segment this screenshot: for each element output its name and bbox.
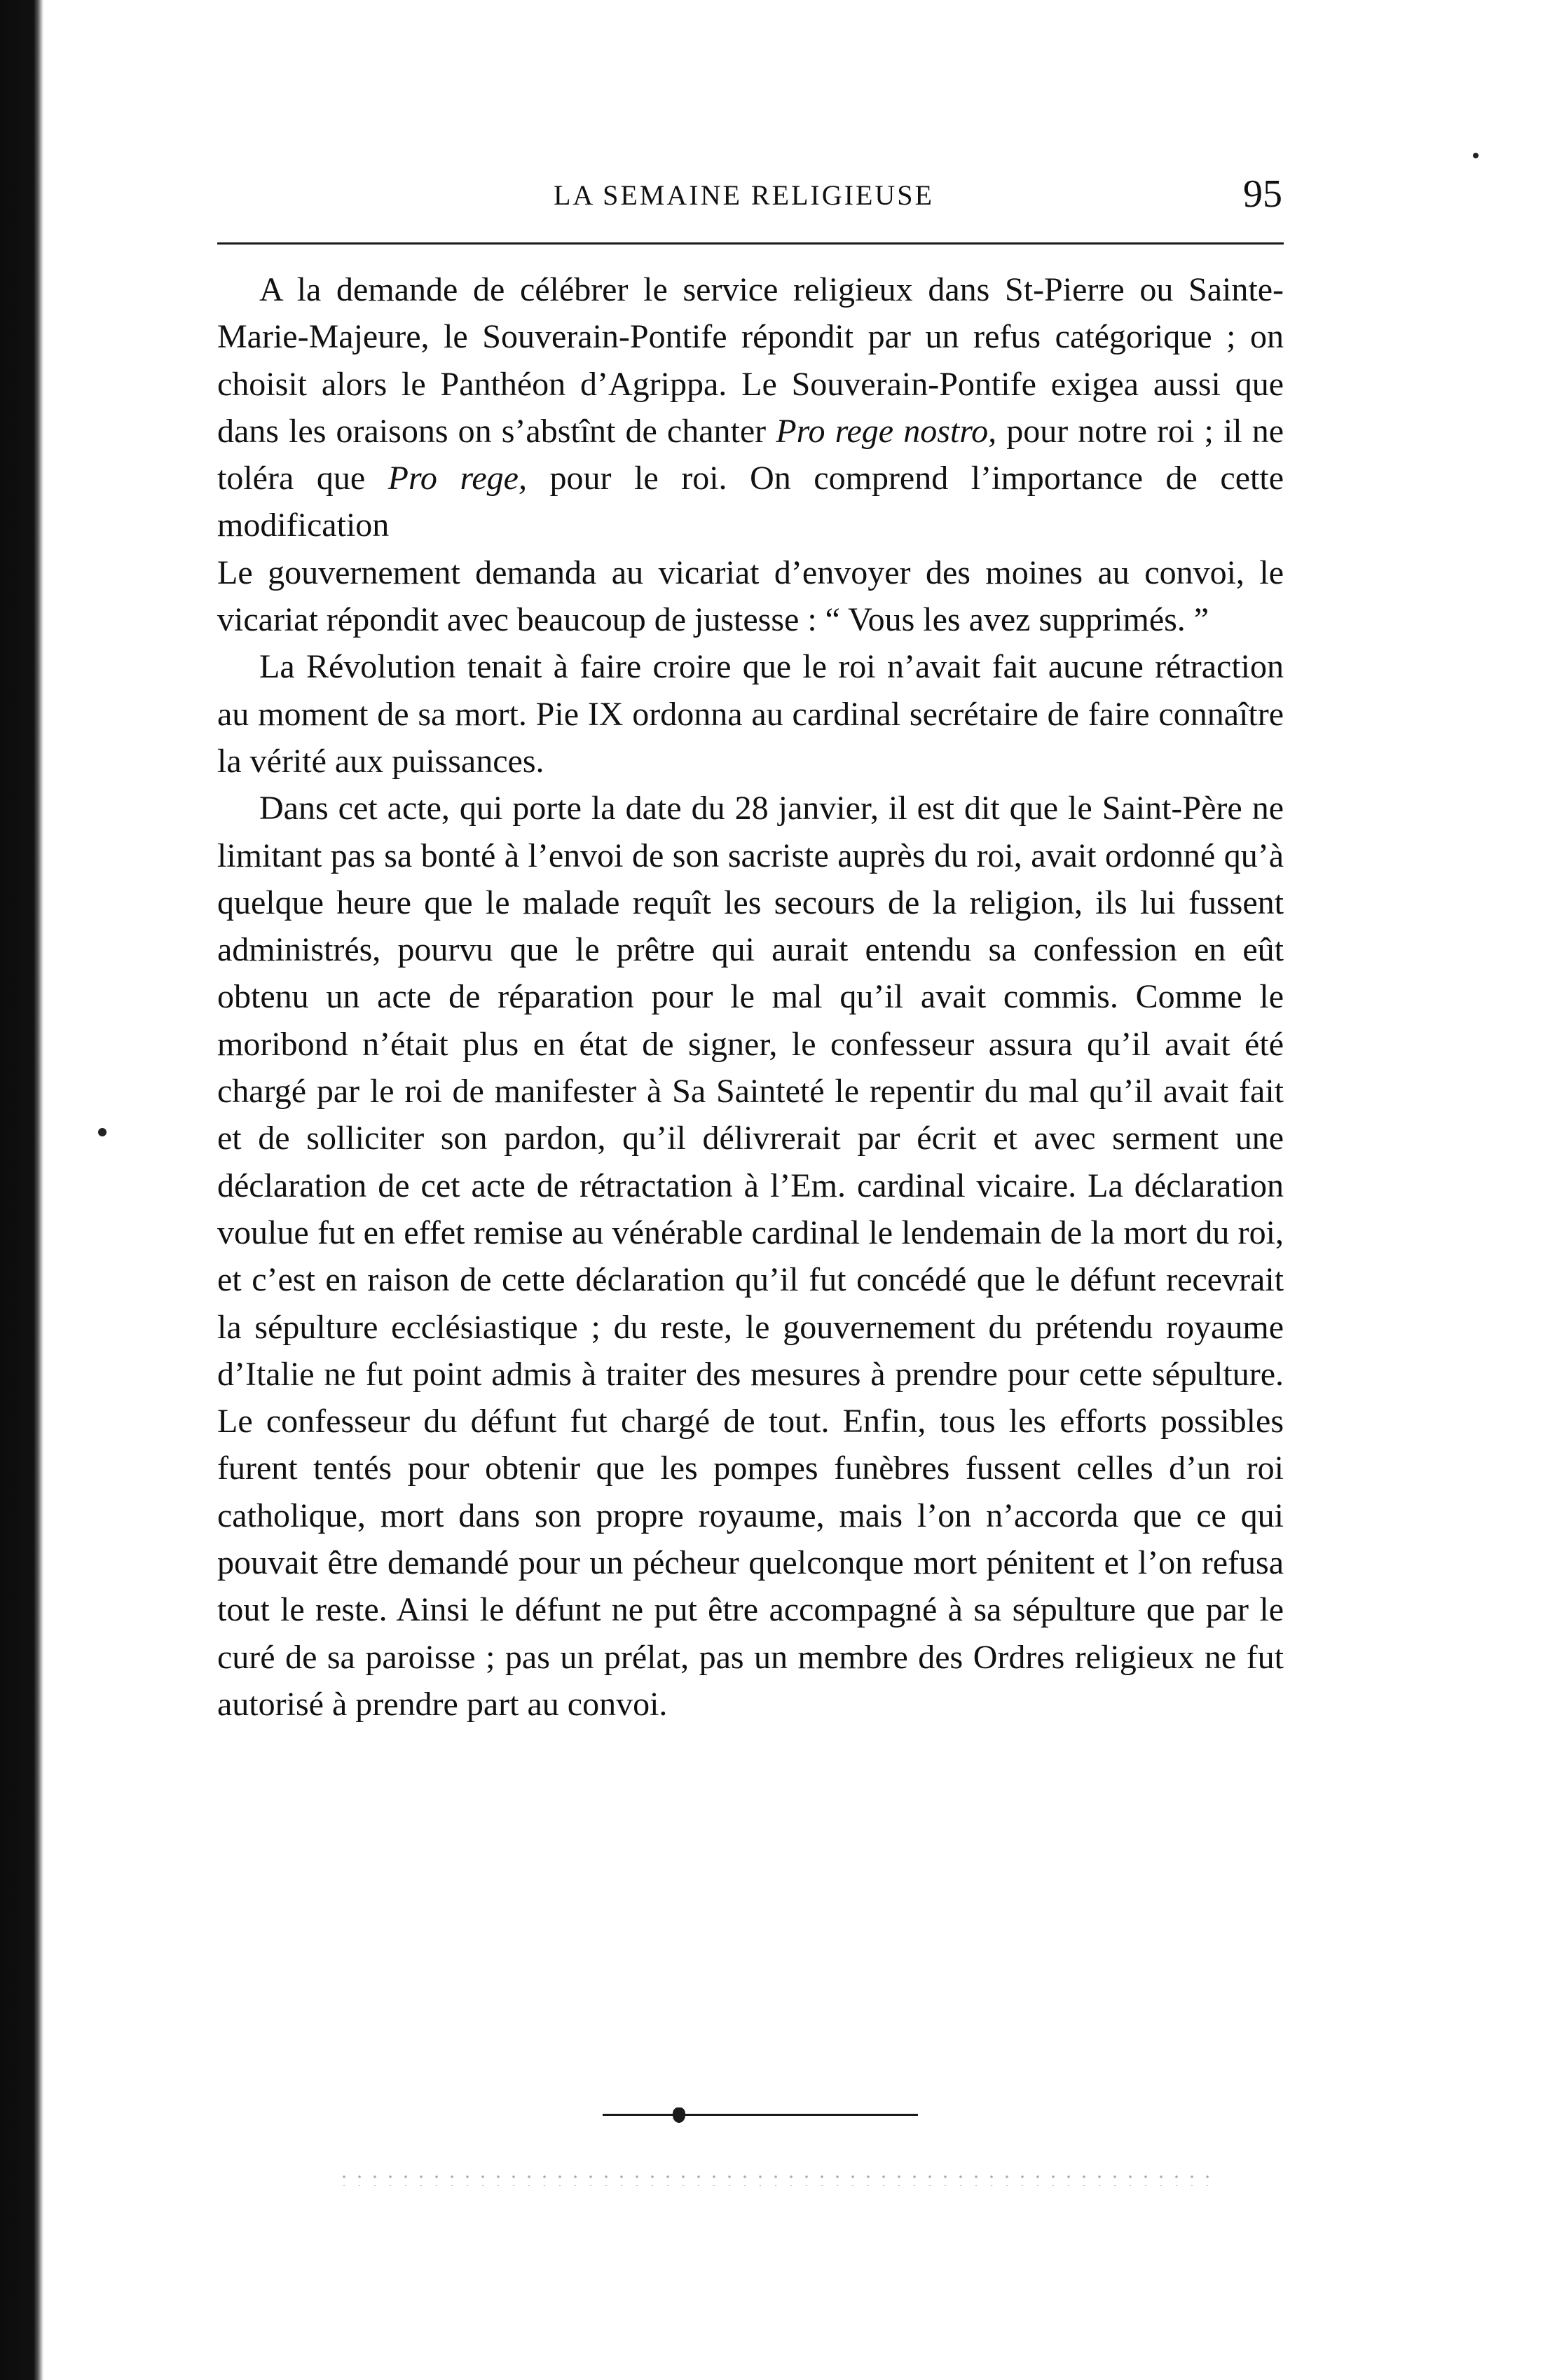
header-rule: [217, 242, 1284, 245]
paragraph-3: La Révolution tenait à faire croire que le roi n’avait fait aucune rétraction au moment de sa mort. Pie IX ordonna au cardinal secrétaire de faire connaître la vérité aux puissances.: [217, 648, 1284, 780]
paragraph-1-text-b: pour notre roi ; il ne toléra que: [217, 412, 1284, 497]
paragraph-1-italic-pro-rege-nostro: Pro rege nostro,: [776, 412, 997, 450]
ornament-line: [603, 2114, 918, 2116]
bleed-through-speckles: [336, 2172, 1219, 2186]
page-number: 95: [1243, 172, 1282, 216]
paragraph-1-text-c: pour le roi. On comprend l’importance de cette modification: [217, 460, 1284, 544]
end-ornament-rule: [603, 2107, 918, 2121]
running-title: LA SEMAINE RELIGIEUSE: [554, 179, 934, 211]
scan-binding-edge: [0, 0, 43, 2380]
article-body: [217, 266, 1284, 1728]
paragraph-2: Le gouvernement demanda au vicariat d’envoyer des moines au convoi, le vicariat répondit avec beaucoup de justesse : “ Vous les avez supprimés. ”: [217, 553, 1284, 639]
margin-bullet-mark: [98, 1128, 107, 1136]
ornament-knot-icon: [673, 2107, 685, 2123]
paragraph-1-italic-pro-rege: Pro rege,: [388, 460, 527, 497]
paragraph-4: Dans cet acte, qui porte la date du 28 janvier, il est dit que le Saint-Père ne limitant pas sa bonté à l’envoi de son sacriste auprès du roi, avait ordonné qu’à quelque heure que le malade requît les secours de la religion, ils lui fussent administrés, pourvu que le prêtre qui aurait entendu sa confession en eût obtenu un acte de réparation pour le mal qu’il avait commis. Comme le moribond n’était plus en état de signer, le confesseur assura qu’il avait été chargé par le roi de manifester à Sa Sainteté le repentir du mal qu’il avait fait et de solliciter son pardon, qu’il délivrerait par écrit et avec serment une déclaration de cet acte de rétractation à l’Em. cardinal vicaire. La déclaration voulue fut en effet remise au vénérable cardinal le lendemain de la mort du roi, et c’est en raison de cette déclaration qu’il fut concédé que le défunt recevrait la sépulture ecclésiastique ; du reste, le gouvernement du prétendu royaume d’Italie ne fut point admis à traiter des mesures à prendre pour cette sépulture. Le confesseur du défunt fut chargé de tout. Enfin, tous les efforts possibles furent tentés pour obtenir que les pompes funèbres fussent celles d’un roi catholique, mort dans son propre royaume, mais l’on n’accorda que ce qui pouvait être demandé pour un pécheur quelconque mort pénitent et l’on refusa tout le reste. Ainsi le défunt ne put être accompagné à sa sépulture que par le curé de sa paroisse ; pas un prélat, pas un membre des Ordres religieux ne fut autorisé à prendre part au convoi.: [217, 790, 1284, 1723]
paragraph-1-text-a: A la demande de célébrer le service religieux dans St-Pierre ou Sainte-Marie-Majeure, le Souverain-Pontife répondit par un refus catégorique ; on choisit alors le Panthéon d’Agrippa. Le Souverain-Pontife exigea aussi que dans les oraisons on s’abstînt de chanter: [217, 271, 1284, 450]
running-header: [217, 172, 1282, 228]
stray-ink-dot: [1473, 153, 1479, 158]
paragraph-1: [217, 266, 1284, 549]
